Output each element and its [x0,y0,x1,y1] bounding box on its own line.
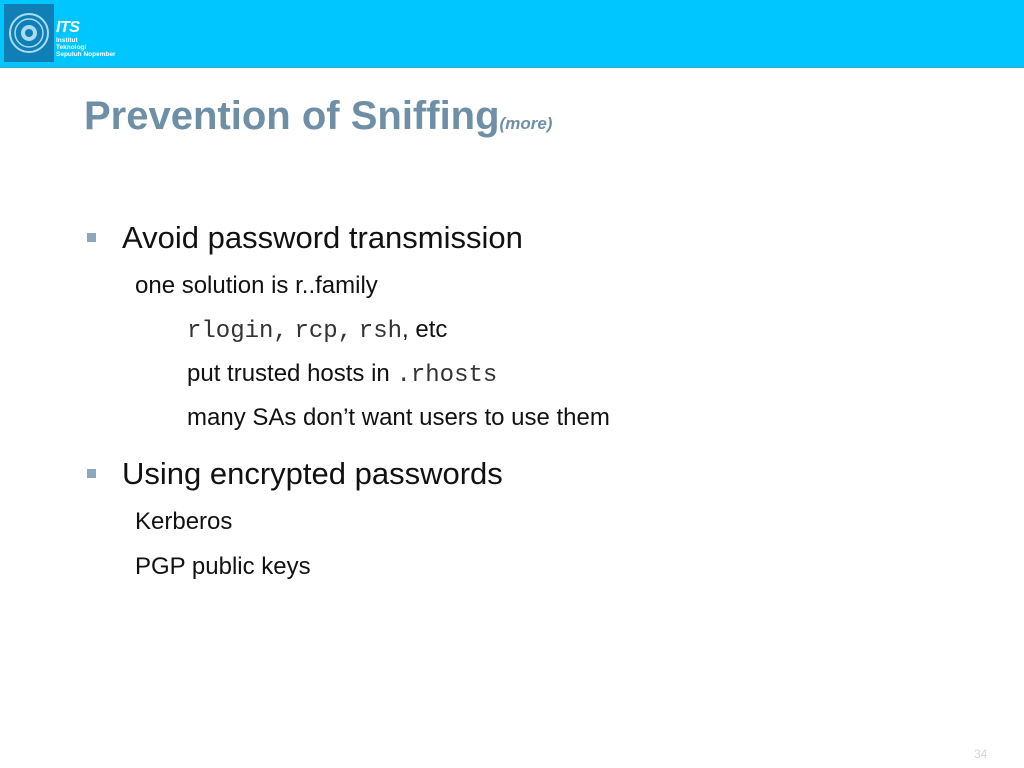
code-rhosts: .rhosts [396,362,498,389]
logo-line-3: Sepuluh Nopember [56,51,116,58]
bullet-marker-1 [87,233,96,242]
bullet-2: Using encrypted passwords [122,456,503,491]
code-rcp: rcp [294,318,338,345]
bullet-marker-2 [87,469,96,478]
code-separator: , [337,318,353,345]
logo-abbr: ITS [56,19,80,36]
its-seal-logo [4,4,54,62]
logo-line-1: Institut [56,37,78,44]
sub-item-1-3-text: put trusted hosts in [187,360,397,387]
sub-item-1-3 [187,359,497,391]
its-wordmark [56,20,136,60]
bullet-1: Avoid password transmission [122,220,523,255]
page-number: 34 [974,747,988,761]
code-separator: , [273,318,288,345]
code-rlogin: rlogin [187,318,274,345]
etc-text: , etc [402,316,448,343]
sub-item-2-1: Kerberos [135,508,233,535]
sub-item-1-1: one solution is r..family [135,272,378,299]
sub-item-2-2: PGP public keys [135,553,311,580]
title-suffix: (more) [499,114,553,133]
slide-title [84,90,552,150]
logo-line-2: Teknologi [56,44,87,51]
sub-item-1-2 [187,315,447,347]
title-text: Prevention of Sniffing [84,94,500,138]
code-rsh: rsh [358,318,403,345]
header-bar [0,0,1024,68]
sub-item-1-4: many SAs don’t want users to use them [187,404,610,431]
